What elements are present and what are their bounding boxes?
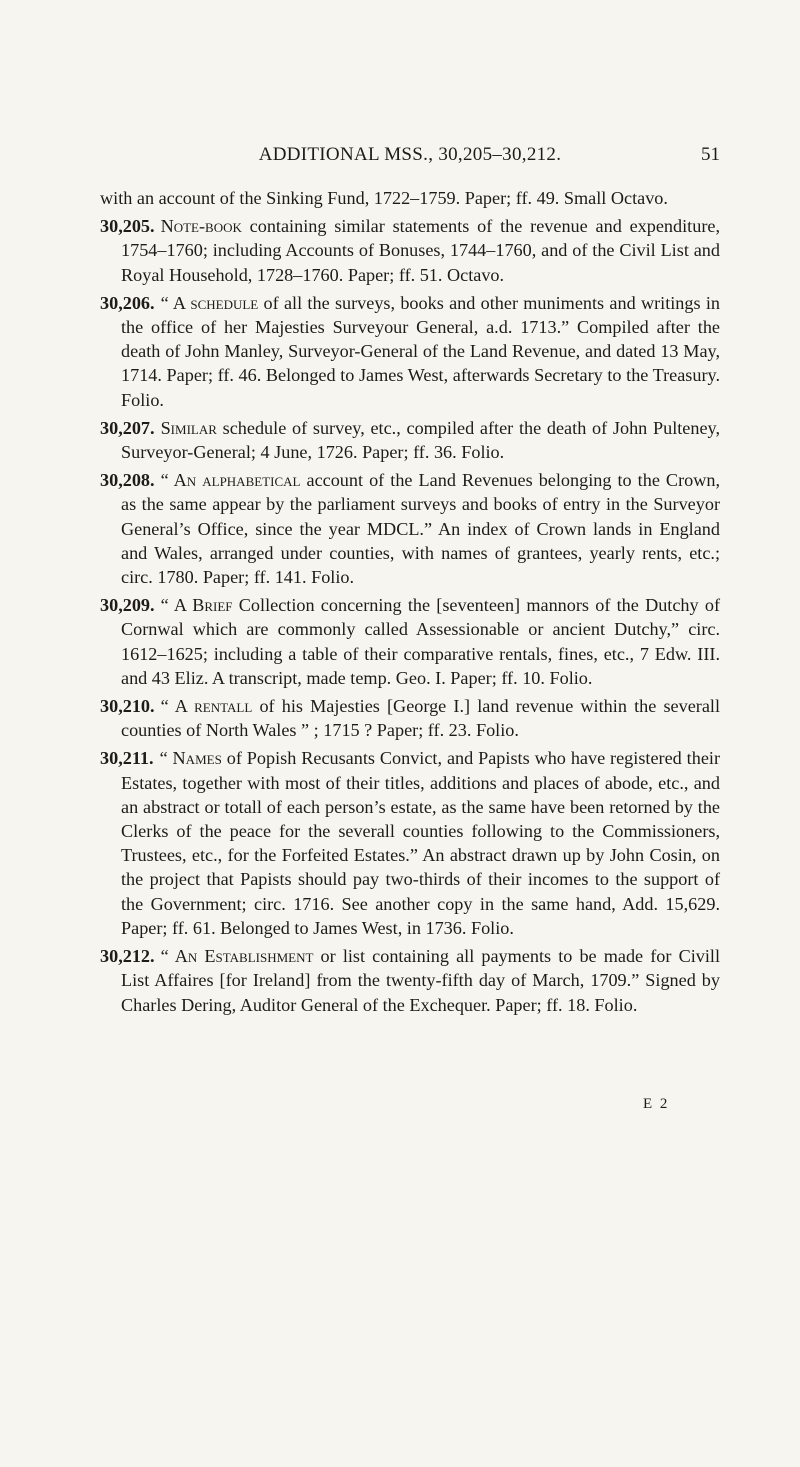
entry-text: of all the surveys, books and other muniments and writings in the office of her Majesties Surveyour General, a.d. 1713.” Compiled after the death of John Manley, Surveyor-General of the Land Revenue, and dated 13 May, 1714. Paper; ff. 46. Belonged to James West, afterwards Secretary to the Treasury. Folio. [121,292,721,410]
catalogue-entry-30209 [100,593,720,690]
entry-number: 30,211. [100,748,154,769]
catalogue-entry-30211 [100,746,720,940]
catalogue-entry-30205 [100,214,720,287]
entry-lead: “ A rentall [160,696,253,717]
page-number: 51 [701,144,720,165]
catalogue-entry-30206 [100,291,720,412]
entry-lead: “ An alphabetical [160,470,301,491]
entry-text: account of the Land Revenues belonging to the Crown, as the same appear by the parliament surveys and books of entry in the Surveyor General’s Office, since the year MDCL.” An index of Crown lands in England and Wales, arranged under counties, with names of grantees, yearly rents, etc.; circ. 1780. Paper; ff. 141. Folio. [121,470,720,588]
signature-mark: E 2 [643,1096,670,1112]
running-title: ADDITIONAL MSS., 30,205–30,212. [258,144,562,165]
entry-text: schedule of survey, etc., compiled after the death of John Pulteney, Surveyor-General; 4 June, 1726. Paper; ff. 36. Folio. [121,417,720,463]
catalogue-entry-30210 [100,694,720,742]
entry-text: containing similar statements of the revenue and expenditure, 1754–1760; including Accounts of Bonuses, 1744–1760, and of the Civil List and Royal Household, 1728–1760. Paper; ff. 51. Octavo. [121,216,720,285]
entry-lead: “ A schedule [160,292,259,313]
entry-number: 30,208. [100,470,155,491]
entry-number: 30,209. [100,595,155,616]
catalogue-entry-30212 [100,944,720,1017]
entry-lead: “ Names [159,748,222,769]
entry-number: 30,206. [100,292,155,313]
entry-text: Collection concerning the [seventeen] mannors of the Dutchy of Cornwal which are commonly called Assessionable or ancient Dutchy,” circ. 1612–1625; including a table of their comparative rentals, fines, etc., 7 Edw. III. and 43 Eliz. A transcript, made temp. Geo. I. Paper; ff. 10. Folio. [121,595,721,688]
entry-text: of Popish Recusants Convict, and Papists who have registered their Estates, together with most of their titles, additions and places of abode, etc., and an abstract or totall of each person’s estate, as the same have been retorned by the Clerks of the peace for the severall counties following to the Commissioners, Trustees, etc., for the Forfeited Estates.” An abstract drawn up by John Cosin, on the project that Papists should pay two-thirds of their incomes to the support of the Government; circ. 1716. See another copy in the same hand, Add. 15,629. Paper; ff. 61. Belonged to James West, in 1736. Folio. [121,748,721,938]
catalogue-entry-30207 [100,416,720,464]
entry-text: or list containing all payments to be made for Civill List Affaires [for Ireland] from the twenty-fifth day of March, 1709.” Signed by Charles Dering, Auditor General of the Exchequer. Paper; ff. 18. Folio. [121,946,721,1015]
entry-lead: “ An Establishment [160,946,314,967]
catalogue-body [100,186,720,1021]
running-head [100,143,720,167]
entry-number: 30,212. [100,946,155,967]
entry-lead: Similar [160,417,217,438]
entry-text: of his Majesties [George I.] land revenue within the severall counties of North Wales ” ; 1715 ? Paper; ff. 23. Folio. [121,696,721,741]
entry-number: 30,207. [100,417,155,438]
continued-entry-text: with an account of the Sinking Fund, 1722–1759. Paper; ff. 49. Small Octavo. [100,188,668,208]
catalogue-entry-30208 [100,468,720,589]
entry-lead: “ A Brief [160,595,233,616]
entry-lead: Note-book [160,216,242,237]
entry-number: 30,210. [100,696,155,717]
entry-number: 30,205. [100,216,155,237]
